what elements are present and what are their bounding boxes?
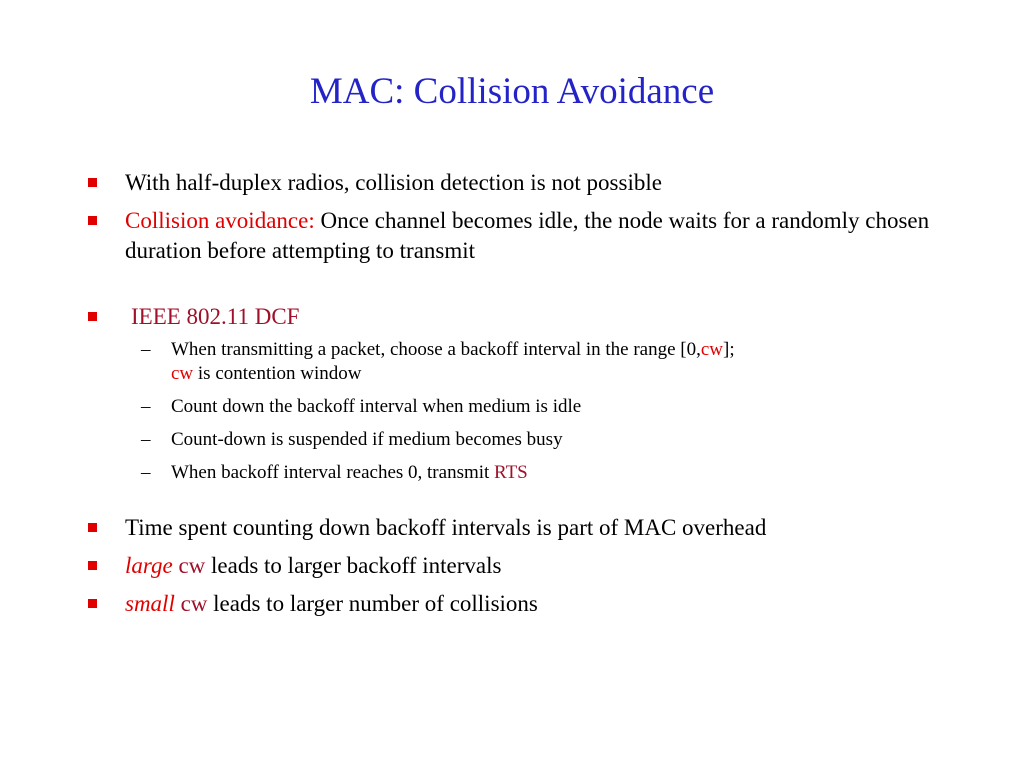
cw-term: cw (172, 553, 206, 578)
bullet-text: Time spent counting down backoff intervals is part of MAC overhead (125, 515, 767, 540)
bullet-small-cw (88, 589, 958, 619)
sub-bullet-suspended (88, 428, 958, 452)
dash-bullet-icon: – (141, 429, 151, 450)
cw-term: cw (171, 363, 194, 384)
bullet-text: leads to larger number of collisions (207, 591, 538, 616)
sub-bullet-backoff-interval (88, 338, 958, 386)
bullet-mac-overhead (88, 513, 958, 543)
emphasis-large: large (125, 553, 173, 578)
bullet-half-duplex (88, 168, 958, 198)
dash-bullet-icon: – (141, 396, 151, 417)
bullet-text: Once channel becomes idle, the node waits for a randomly chosen duration before attempting to transmit (125, 208, 930, 263)
cw-term: cw (174, 591, 208, 616)
sub-bullet-transmit-rts (88, 461, 958, 485)
emphasis-small: small (125, 591, 175, 616)
sub-bullet-text: Count down the backoff interval when medium is idle (171, 396, 582, 417)
slide-title: MAC: Collision Avoidance (309, 71, 715, 112)
square-bullet-icon (88, 216, 97, 225)
sub-bullet-text: ]; (723, 339, 735, 360)
bullet-text: With half-duplex radios, collision detection is not possible (125, 170, 662, 195)
bullet-term: Collision avoidance: (125, 208, 315, 233)
sub-bullet-text: is contention window (193, 363, 362, 384)
square-bullet-icon (88, 599, 97, 608)
square-bullet-icon (88, 178, 97, 187)
sub-bullet-text: When backoff interval reaches 0, transmit (171, 462, 495, 483)
square-bullet-icon (88, 561, 97, 570)
rts-term: RTS (494, 462, 528, 483)
sub-bullet-text: When transmitting a packet, choose a backoff interval in the range [0, (171, 339, 701, 360)
bullet-text: IEEE 802.11 DCF (131, 304, 300, 329)
sub-bullet-count-down (88, 395, 958, 419)
bullet-large-cw (88, 551, 958, 581)
square-bullet-icon (88, 312, 97, 321)
sub-bullet-text: Count-down is suspended if medium becomes busy (171, 429, 563, 450)
square-bullet-icon (88, 523, 97, 532)
slide-body (88, 168, 958, 619)
dash-bullet-icon: – (141, 339, 151, 360)
dash-bullet-icon: – (141, 462, 151, 483)
bullet-ieee-dcf (88, 302, 958, 332)
cw-term: cw (700, 339, 724, 360)
bullet-text: leads to larger backoff intervals (205, 553, 502, 578)
bullet-collision-avoidance (88, 206, 958, 266)
